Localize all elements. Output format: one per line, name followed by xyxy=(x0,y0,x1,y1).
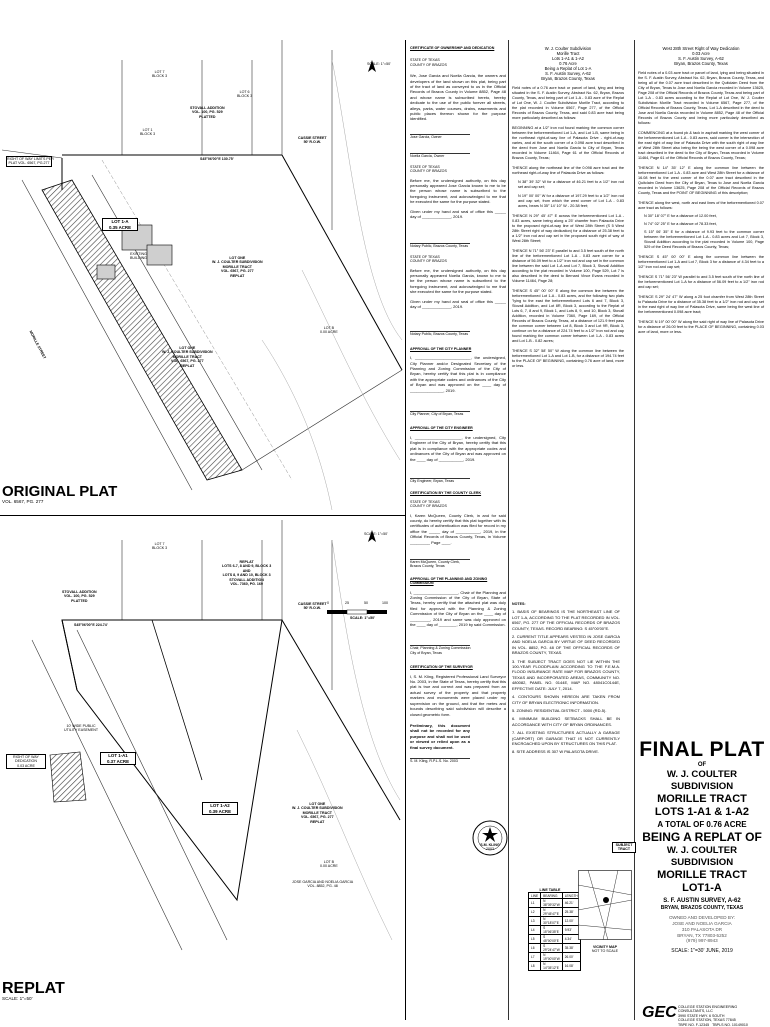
cell: 9.93' xyxy=(562,926,580,935)
row-heading: West 28th Street Right of Way Dedication 0.03 Acre S. F. Austin Survey, A-62 Bryan, Brazos County, Texas xyxy=(662,46,740,66)
surveyor-text: I, S. M. Kling, Registered Professional Land Surveyor No. 2003, in the State of Texas, hereby certify that this plat is true and correct and was prepared from an actual survey of the property and that property markers and monuments were placed under my supervision on the ground, and that the metes and bounds describing said subdivision will describe a closed geometric form. xyxy=(410,673,506,717)
bar-scale-100: 100 xyxy=(382,601,388,605)
original-plat-ref: VOL. 6567, PG. 277 xyxy=(2,499,44,504)
metes-para-7: THENCE S 32° 58' 50" W along the common line between the beforementioned Lot 1-A and Lot 1-B, for a distance of 194.74 feet to the PLACE OF BEGINNING, containing 0.76 acre of land, more or less. xyxy=(512,349,624,368)
row-para-6: THENCE S 71° 56' 23" W parallel to and 3.5 feet south of the north line of the beforementioned Lot 1-A for a distance of 56.09 feet to a 1/2" iron rod and cap set; xyxy=(638,275,764,289)
bar-scale-25: 25 xyxy=(345,601,349,605)
note-2: 2. CURRENT TITLE APPEARS VESTED IN JOSE GARCIA AND NOELIA GARCIA BY VIRTUE OF DEED RECORDED IN VOL. 8852, PG. 48 OF THE OFFICIAL RECORDS OF BRAZOS COUNTY, TEXAS. xyxy=(512,634,620,656)
cell: N 29°45'47"E xyxy=(541,908,563,917)
notary1-county: COUNTY OF BRAZOS xyxy=(410,169,447,174)
row-para-1: Field notes of a 0.03 acre tract or parcel of land, lying and being situated in the S. F. Austin Survey, Abstract No. 62, Bryan, Brazos County, Texas, and being all of the 0.07 acre tract described in the Quitclaim Deed from the City of Bryan, Texas to Jose and Noelia Garcia recorded in Volume 13625, Page 208 of the Official Records of Brazos County, Texas and being part of Lot 1-A - 0.83 acres according to the Replat of Lot One, W. J. Coulter Subdivision Morille Tract recorded in Volume 6567, Page 277, of the Official Records of Brazos County, Texas, Lot 1-A described in the deed to Jose and Noelia Garcia recorded in Volume 8852, Page 48 of the Official Records of Brazos County and being more particularly described as follows: xyxy=(638,71,765,125)
title-of: OF xyxy=(697,762,707,768)
line-table-header-bearing: BEARING xyxy=(541,893,563,899)
column-divider-1 xyxy=(405,40,406,1020)
metes-call-a: N 38° 39' 32" W for a distance of 46.21 feet to a 1/2" iron rod set and cap set; xyxy=(518,180,624,189)
bottom-lot-one: LOT ONE W. J. COULTER SUBDIVISION MORILLE TRACT VOL. 6567, PG. 277 REPLAT xyxy=(292,802,343,824)
note-4: 4. CONTOURS SHOWN HEREON ARE TAKEN FROM CITY OF BRYAN ELECTRONIC INFORMATION. xyxy=(512,694,620,705)
owner-cert-state: STATE OF TEXAS xyxy=(410,58,440,63)
cell: L5 xyxy=(529,935,541,944)
column-divider-2 xyxy=(508,40,509,1020)
bottom-lot-1a2: LOT 1-A2 0.39 ACRE xyxy=(202,802,238,815)
clerk-signature: Karen McQueen, County Clerk, Brazos County, Texas xyxy=(410,559,460,569)
title-owner-label: OWNED AND DEVELOPED BY: xyxy=(668,915,736,920)
engineer-title: APPROVAL OF THE CITY ENGINEER xyxy=(410,426,473,431)
top-bearing: S45°06'00"E 130.75' xyxy=(200,157,234,161)
note-3: 3. THE SUBJECT TRACT DOES NOT LIE WITHIN THE 100-YEAR FLOODPLAIN ACCORDING TO THE F.E.M.A. FLOOD INSURANCE RATE MAP FOR BRAZOS COUNTY, TEXAS AND INCORPORATED AREAS, COMMUNITY NO. 480082, PANEL NO. 0144E, MAP NO. 48041C0144E, EFFECTIVE DATE: JULY 7, 2014. xyxy=(512,658,620,691)
title-city: BRYAN, BRAZOS COUNTY, TEXAS xyxy=(660,905,744,911)
top-row-limits: RIGHT OF WAY LIMITS PER PLAT VOL. 6567, PG.277 xyxy=(7,157,54,166)
replat-label xyxy=(2,980,65,1001)
cell: L7 xyxy=(529,953,541,962)
top-cassie-street: CASSIE STREET 50' R.O.W. xyxy=(298,136,327,145)
replat-drawing xyxy=(2,520,402,960)
owner-signature-1: Jose Garcia, Owner xyxy=(410,134,442,139)
metes-para-5: THENCE N 71° 56' 23" E parallel to and 3.5 feet south of the north line of the beforementioned Lot 1-A - 0.83 acre corner for a distance of 56.09 feet to a 1/2" iron rod and cap set in the common line between the said Lot 1-A and Lot 7, Block 3, Stovall Addition according to the plat recorded in Volume 100, Page 529, Lot 7 is also described in the deed to Bernard Vince Evans recorded in Volume 11464, Page 28; xyxy=(512,249,624,283)
title-tract-1: MORILLE TRACT xyxy=(657,793,747,805)
vicinity-map-label: VICINITY MAP xyxy=(592,945,618,949)
bottom-util-easement: 10' WIDE PUBLIC UTILITY EASEMENT xyxy=(64,724,99,733)
seal-name: S.M. KLING xyxy=(480,843,500,847)
title-block xyxy=(636,738,768,1027)
original-plat-title: ORIGINAL PLAT xyxy=(2,483,118,500)
cell: N 14°35'12"E xyxy=(541,962,563,971)
table-row xyxy=(529,926,581,935)
table-row xyxy=(529,962,581,971)
bottom-lot-b: LOT B 0.00 ACRE xyxy=(320,860,338,869)
row-description-column xyxy=(638,46,764,335)
title-owner-info: JOSE AND NOELIA GARCIA 310 PALASOTA DR BRYAN, TX 77803-5252 (979) 997-8943 xyxy=(672,921,732,944)
metes-bounds-column xyxy=(512,46,624,369)
top-building: EXISTING BUILDING xyxy=(130,252,147,261)
row-para-8: THENCE N 19° 00' 00" W along the said right of way line of Palasota Drive for a distance of 26.00 feet to the PLACE OF BEGINNING, containing 0.03 acre of land, more or less. xyxy=(638,320,764,334)
bottom-owner-ref: JOSE GARCIA AND NOELIA GARCIA VOL. 8852, PG. 48 xyxy=(292,880,354,889)
cell: 35.38' xyxy=(562,944,580,953)
firm-logo: GEC xyxy=(642,1004,677,1021)
vicinity-map xyxy=(578,870,632,954)
title-scale-date: SCALE: 1"=30' JUNE, 2019 xyxy=(671,948,733,955)
note-7: 7. ALL EXISTING STRUCTURES ACTUALLY A GARAGE (CARPORT) OR GARAGE THAT IS NOT CURRENTLY ENCROACHED UPON BY STRUCTURES ON THIS PLAT. xyxy=(512,730,620,746)
subject-tract-label: SUBJECT TRACT xyxy=(612,842,636,853)
row-para-4: THENCE along the west, north and east lines of the beforementioned 0.07 acre tract as follows: xyxy=(638,201,764,210)
clerk-county: COUNTY OF BRAZOS xyxy=(410,504,447,509)
notary2-state: STATE OF TEXAS xyxy=(410,254,440,259)
bottom-scale: SCALE: 1"=50' xyxy=(364,532,388,536)
final-plat-title: FINAL PLAT xyxy=(639,738,765,761)
firm-info: COLLEGE STATION ENGINEERING CONSULTANTS, LLC 3990 STATE HWY. 6 SOUTH COLLEGE STATION, TEXAS 77845 TBPE NO. F-12345 TBPLS NO. 10149010 xyxy=(678,1005,748,1027)
line-table-title: LINE TABLE xyxy=(539,888,561,892)
table-row xyxy=(529,953,581,962)
cell: N 30°18'07"E xyxy=(541,917,563,926)
row-call-2: N 74° 02' 25" E for a distance of 78.33 feet, xyxy=(644,222,717,226)
surveyor-title: CERTIFICATION OF THE SURVEYOR xyxy=(410,665,473,670)
surveyor-seal xyxy=(472,820,508,856)
row-call-1: N 30° 18' 07" E for a distance of 12.00 feet, xyxy=(644,214,717,218)
seal-number: 2003 xyxy=(486,847,494,851)
row-para-7: THENCE S 29° 24' 47" W along a 25 foot chamfer from West 28th Street to Palasota Drive for a distance of 35.38 feet to a 1/2" iron rod and cap set in the east right of way line of Palasota Drive, same being the west line of the beforementioned 0.098 acre tract; xyxy=(638,295,764,314)
notary1-given: Given under my hand and seal of office this _____ day of _____________, 2019. xyxy=(410,208,506,219)
cell: 26.00' xyxy=(562,953,580,962)
clerk-title: CERTIFICATION BY THE COUNTY CLERK xyxy=(410,491,482,496)
cell: 12.00' xyxy=(562,917,580,926)
plat-divider xyxy=(0,515,405,516)
top-lot-1a: LOT 1-A 0.35 ACRE xyxy=(102,218,138,231)
row-call-3: S 15° 06' 35" E for a distance of 9.93 feet to the common corner between the beforementioned Lot 1-A - 0.83 acres and Lot 7, Block 3, Stovall Addition according to the plat recorded in Volume 100, Page 529 of the Deed Records of Brazos County, Texas; xyxy=(644,230,764,249)
bottom-row-dedication: RIGHT OF WAY DEDICATION 0.03 ACRE xyxy=(6,754,46,769)
pz-signature: Chair, Planning & Zoning Commission City of Bryan, Texas xyxy=(410,646,471,655)
notary2-public: Notary Public, Brazos County, Texas xyxy=(410,332,468,337)
cell: 46.21' xyxy=(562,899,580,908)
engineer-signature: City Engineer, Bryan, Texas xyxy=(410,478,455,483)
line-table xyxy=(528,888,578,971)
top-lot7: LOT 7 BLOCK 3 xyxy=(152,70,168,79)
top-scale: SCALE: 1"=50' xyxy=(367,62,391,66)
top-lot-one-tract: LOT ONE W. J. COULTER SUBDIVISION MORILLE TRACT VOL. 6567, PG. 277 REPLAT xyxy=(162,346,213,368)
cell: L6 xyxy=(529,944,541,953)
planner-signature: City Planner, City of Bryan, Texas xyxy=(410,412,464,417)
title-subdivision-1: W. J. COULTER SUBDIVISION xyxy=(666,769,738,792)
note-8: 8. SITE ADDRESS IS 307 W PALASOTA DRIVE. xyxy=(512,749,599,755)
metes-para-6: THENCE S 45° 00' 00" E along the common line between the beforementioned Lot 1-A - 0.83 acres, and the following two plats "lying to the east the beforementioned Lots 6 and 7, Block 3, Stovall Addition, and Lot 8R, Block 3, according to the Replat of Lots 6, 7, 8 and 9, Block 1, and Lots 8, 9, and 10, Block 3, Stovall Addition, recorded in Volume 7360, Page 169, of the Official Records of Brazos County, Texas, at a distance of 121.9 feet pass the common corner between Lot 8, Block 3 and Lot 9R, Block 3, continue on for a distance of 224.74 feet to a 1/2" iron rod and cap found marking the common corner between Lot 1-A - 0.83 acres and Lot 1-B - 0.82 acres; xyxy=(512,289,624,343)
title-subdivision-2: W. J. COULTER SUBDIVISION xyxy=(666,845,738,868)
metes-para-4: THENCE N 29° 45' 47" E across the beforementioned Lot 1-A - 0.83 acres, same being along a 25' chamfer from Palasota Drive to the proposed right-of-way line of West 28th Street (S 5 West 28th Street right of way dedication) for a distance of 25.38 feet to a 1/2" iron rod and cap set in the proposed south right of way of West 28th Street; xyxy=(512,214,624,243)
column-divider-3 xyxy=(634,40,635,1020)
approval-title: APPROVAL OF THE CITY PLANNER xyxy=(410,346,472,351)
notary1-state: STATE OF TEXAS xyxy=(410,164,440,169)
cell: N 38°39'32"W xyxy=(541,899,563,908)
table-row xyxy=(529,935,581,944)
cell: 16.08' xyxy=(562,962,580,971)
top-lot1: LOT 1 BLOCK 3 xyxy=(140,128,156,137)
cell: S 15°06'35"E xyxy=(541,926,563,935)
owner-cert-title: CERTIFICATE OF OWNERSHIP AND DEDICATION xyxy=(410,46,495,50)
notes-title: NOTES: xyxy=(512,602,526,606)
notary1-public: Notary Public, Brazos County, Texas xyxy=(410,244,468,249)
cell: L3 xyxy=(529,917,541,926)
metes-para-3: THENCE along the northeast line of the 0.098 acre tract and the northeast right-of-way line of Palasota Drive as follows: xyxy=(512,166,624,175)
bottom-replat-lots: REPLAT LOTS 6-7, 8 AND 9, BLOCK 3 AND LOTS 8, 9 AND 10, BLOCK 3 STOVALL ADDITION VOL. 7360, PG. 169 xyxy=(222,560,272,587)
original-plat-drawing xyxy=(2,40,402,512)
row-para-2: COMMENCING at a found pk & tack in asphalt marking the west corner of the beforementioned Lot 1-A - 0.83 acres, said corner is the intersection of the east right of way line of Palasota Drive with the south right of way line of West 28th Street also being the being the west corner of a 0.098 acre tract described in the deed to the City of Bryan, Texas recorded in Volume 11464, Page 61 of the Official Records of Brazos County, Texas; xyxy=(638,131,764,160)
surveyor-signature: S. M. Kling, R.P.L.S. No. 2003 xyxy=(410,758,458,763)
engineer-text: I, _____________________, the undersigned, City Engineer of the City of Bryan, hereby certify that this plat is in compliance with the appropriate codes and ordinances of the City of Bryan and was approved on the ____ day of ___________, 2019. xyxy=(410,434,506,462)
bottom-lot-1a1: LOT 1-A1 0.37 ACRE xyxy=(100,752,136,765)
cell: S 29°24'47"W xyxy=(541,944,563,953)
cell: N 19°00'00"W xyxy=(541,953,563,962)
pz-title: APPROVAL OF THE PLANNING AND ZONING COMMISSION xyxy=(410,576,488,586)
cell: 25.38' xyxy=(562,908,580,917)
table-row xyxy=(529,908,581,917)
bar-scale-50: 50 xyxy=(364,601,368,605)
cell: L1 xyxy=(529,899,541,908)
bottom-lot7: LOT 7 BLOCK 3 xyxy=(152,542,168,551)
certificates-column xyxy=(410,46,506,763)
bottom-stovall-addition: STOVALL ADDITION VOL. 100, PG. 529 PLATTED xyxy=(62,590,97,603)
subject-tract-callout xyxy=(612,842,652,864)
owner-cert-county: COUNTY OF BRAZOS xyxy=(410,62,447,67)
owner-cert-text: We, Jose Garcia and Noelia Garcia, the owners and developers of the land shown on this plat, being part of the tract of land as conveyed to us in the Official Records of Brazos County in Volume 8852, Page 48 and whose name is subscribed hereto, hereby dedicate to the use of the public forever all streets, alleys, parks, water courses, drains, easements and public places thereon shown for the purpose identified. xyxy=(410,73,506,122)
replat-linework xyxy=(2,520,402,960)
cell: 4.34' xyxy=(562,935,580,944)
table-row xyxy=(529,944,581,953)
line-table-header-length: LENGTH xyxy=(562,893,580,899)
notary2-given: Given under my hand and seal of office this _____ day of _____________, 2019. xyxy=(410,298,506,309)
notes-block xyxy=(512,602,620,755)
cell: L8 xyxy=(529,962,541,971)
title-lot-1a: LOT1-A xyxy=(682,882,722,894)
title-tract-2: MORILLE TRACT xyxy=(657,869,747,881)
row-para-5: THENCE S 45° 00' 00" E along the common line between the beforementioned Lot 1-A and Lot 7, Block 3 for a distance of 4.34 feet to a 1/2" iron rod and cap set; xyxy=(638,255,764,269)
replat-scale: SCALE: 1"=50' xyxy=(2,996,33,1001)
table-row xyxy=(529,899,581,908)
approval-text: I, _________________________, the undersigned, City Planner and/or Designated Secretary of the Planning and Zoning Commission of the City of Bryan, hereby certify that this plat is in compliance with the appropriate codes and ordinances of the City of Bryan and was approved on the ____ day of _______________, 2019. xyxy=(410,355,506,393)
top-lot-one-center: LOT ONE W. J. COULTER SUBDIVISION MORILLE TRACT VOL. 6567, PG. 277 REPLAT xyxy=(212,256,263,278)
cell: L4 xyxy=(529,926,541,935)
notary2-county: COUNTY OF BRAZOS xyxy=(410,259,447,264)
top-lot-b: LOT B 0.00 ACRE xyxy=(320,326,338,335)
top-road-label: MORILLE STREET xyxy=(28,330,47,360)
notary1-text: Before me, the undersigned authority, on this day personally appeared Jose Garcia known to me to be the person whose name is subscribed to the foregoing instrument, and acknowledged to me that he executed the same for the purpose stated. xyxy=(410,177,506,205)
note-6: 6. MINIMUM BUILDING SETBACKS SHALL BE IN ACCORDANCE WITH CITY OF BRYAN ORDINANCES. xyxy=(512,716,620,727)
table-row xyxy=(529,917,581,926)
line-table-header-line: LINE xyxy=(529,893,541,899)
owner-signature-2: Noelia Garcia, Owner xyxy=(410,154,445,159)
metes-heading: W. J. Coulter Subdivision Morille Tract Lots 1-A1 & 1-A2 0.76 Acre Being a Replat of Lot 1-A S. F. Austin Survey, A-62 Bryan, Brazos County, Texas xyxy=(541,46,595,81)
line-table-grid xyxy=(528,892,581,971)
bar-scale-label: SCALE: 1"=50' xyxy=(350,616,376,620)
metes-para-1: Field notes of a 0.76 acre tract or parcel of land, lying and being situated in the S. F. Austin Survey, Abstract No. 62, Bryan, Brazos County, Texas, and being part of Lot 1-A - 0.83 acre of the Replat of Lot One, W. J. Coulter Subdivision Morille Tract, according to the plat recorded in Volume 6567, Page 277, of the Official Records of Brazos County, Texas, and said 0.83 acre tract being more particularly described as follows: xyxy=(512,86,624,120)
vicinity-map-drawing xyxy=(578,870,632,940)
title-being-replat: BEING A REPLAT OF xyxy=(642,830,762,844)
vicinity-map-sub: NOT TO SCALE xyxy=(591,949,619,954)
cell: L2 xyxy=(529,908,541,917)
metes-call-b: N 19° 00' 00" W for a distance of 197.29 feet to a 1/2" iron rod and cap set, from which the west corner of Lot 1-A - 0.83 acres, bears N 35° 14' 10" W - 20.38 feet; xyxy=(518,194,624,208)
cell: S 45°00'00"E xyxy=(541,935,563,944)
metes-para-2: BEGINNING at a 1/2" iron rod found marking the common corner between the beforementioned Lot 1-A, and Lot 1-B, same being in the northeast right-of-way line of Palasota Drive - right-of-way varies, and at the south corner of a 0.098 acre tract described in the deed from Jose and Noelia Garcia to City of Bryan, Texas recorded in Volume 11464, Page 61 of the Official Records of Brazos County, Texas; xyxy=(512,126,624,160)
clerk-text: I, Karen McQueen, County Clerk, in and for said county, do hereby certify that this plat together with its certificates of authentication was filed for record in my office the _____ day of ___________, 2019, in the Official Records of Brazos County, Texas, in Volume _________ Page ____. xyxy=(410,512,506,545)
title-lots: LOTS 1-A1 & 1-A2 xyxy=(654,806,750,818)
firm-block xyxy=(636,1004,768,1026)
top-stovall-addition: STOVALL ADDITION VOL. 100, PG. 529 PLATTED xyxy=(190,106,225,119)
row-para-3: THENCE N 14° 35' 12" E along the common line between the beforementioned Lot 1-A - 0.83 acre and West 28th Street for a distance of 16.08 feet to the west corner of the 0.07 acre tract described in the Quitclaim Deed from the City of Bryan, Texas to Jose and Noelia Garcia recorded in Volume 13625, Page 208 of the Official Records of Brazos County, Texas and the POINT OF BEGINNING of this description; xyxy=(638,166,764,195)
clerk-state: STATE OF TEXAS xyxy=(410,499,440,504)
notary2-text: Before me, the undersigned authority, on this day personally appeared Noelia Garcia, known to me to be the person whose name is subscribed to the foregoing instrument, and acknowledged to me that she executed the same for the purpose stated. xyxy=(410,267,506,295)
replat-title: REPLAT xyxy=(2,980,65,997)
title-survey: S. F. AUSTIN SURVEY, A-62 xyxy=(663,898,741,904)
prelim-note: Preliminary, this document shall not be recorded for any purpose and shall not be used or viewed or relied upon as a final survey document. xyxy=(410,722,470,750)
bottom-cassie-street: CASSIE STREET 50' R.O.W. xyxy=(298,602,327,611)
top-lot6: LOT 6 BLOCK 3 xyxy=(237,90,253,99)
title-total: A TOTAL OF 0.76 ACRE xyxy=(657,820,747,829)
note-1: 1. BASIS OF BEARINGS IS THE NORTHEAST LINE OF LOT 1-A, ACCORDING TO THE PLAT RECORDED IN VOL. 6567, PG. 277 OF THE OFFICIAL RECORDS OF BRAZOS COUNTY, TEXAS. RECORD BEARING: S 45°00'00"E. xyxy=(512,609,620,631)
note-5: 5. ZONING: RESIDENTIAL DISTRICT - 5000 (RD-5). xyxy=(512,707,607,713)
pz-text: I, ____________________, Chair of the Planning and Zoning Commission of the City of Bryan, State of Texas, hereby certify that the attached plat was duly filed for approval with the Planning & Zoning Commission of the City of Bryan on the ____ day of _________, 2019 and same was duly approved on the ____ day of ________, 2019 by said Commission. xyxy=(410,589,506,628)
bar-scale-0: 0 xyxy=(327,601,329,605)
original-plat-label xyxy=(2,484,117,504)
bottom-bearing: S45°06'00"E 224.74' xyxy=(74,623,108,627)
